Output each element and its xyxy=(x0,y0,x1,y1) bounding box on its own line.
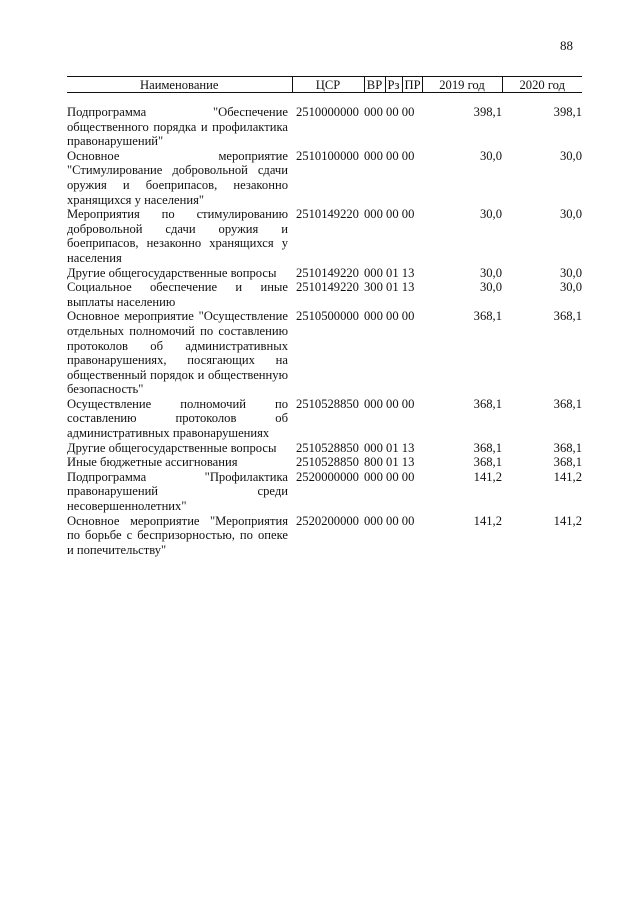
row-2020: 30,0 xyxy=(559,280,582,295)
row-csr: 2510528850 xyxy=(296,396,359,411)
row-csr: 2520200000 xyxy=(296,513,359,528)
row-2019: 30,0 xyxy=(479,280,502,295)
row-code: 000 00 00 xyxy=(364,105,415,119)
row-name: Подпрограмма "Профилактика правонарушений среди несовершеннолетних" xyxy=(67,469,288,514)
table-header-row xyxy=(67,77,582,93)
row-2020: 368,1 xyxy=(553,309,582,324)
table-row xyxy=(67,266,582,281)
row-name: Иные бюджетные ассигнования xyxy=(67,455,238,470)
row-2020: 368,1 xyxy=(553,396,582,411)
row-csr: 2510528850 xyxy=(296,455,359,470)
row-code: 000 00 00 xyxy=(364,513,415,528)
row-2020: 30,0 xyxy=(559,265,582,280)
row-2019: 30,0 xyxy=(479,265,502,280)
header-name: Наименование xyxy=(67,77,292,93)
row-2020: 141,2 xyxy=(553,513,582,528)
row-code: 000 00 00 xyxy=(364,396,415,411)
header-pr: ПР xyxy=(402,77,422,93)
row-name: Основное мероприятие "Осуществление отдельных полномочий по составлению протоколов об административных правонарушениях, посягающих на общественный порядок и общественную безопасность" xyxy=(67,309,288,397)
row-2020: 141,2 xyxy=(553,469,582,484)
header-2019: 2019 год xyxy=(422,77,502,93)
header-vr: ВР xyxy=(364,77,385,93)
row-2019: 368,1 xyxy=(473,309,502,324)
row-2019: 30,0 xyxy=(479,207,502,222)
row-2020: 398,1 xyxy=(553,105,582,119)
table-row xyxy=(67,207,582,265)
row-name: Подпрограмма "Обеспечение общественного порядка и профилактика правонарушений" xyxy=(67,105,288,149)
row-2020: 30,0 xyxy=(559,148,582,163)
table-row xyxy=(67,470,582,514)
row-code: 000 00 00 xyxy=(364,309,415,324)
row-2019: 141,2 xyxy=(473,469,502,484)
table-row xyxy=(67,441,582,456)
table-row xyxy=(67,280,582,309)
row-csr: 2520000000 xyxy=(296,469,359,484)
row-2019: 398,1 xyxy=(473,105,502,119)
row-name: Социальное обеспечение и иные выплаты населению xyxy=(67,280,288,309)
row-csr: 2510100000 xyxy=(296,148,359,163)
row-code: 000 00 00 xyxy=(364,148,415,163)
table-row xyxy=(67,309,582,397)
row-code: 000 01 13 xyxy=(364,265,415,280)
budget-table xyxy=(67,76,582,557)
row-csr: 2510000000 xyxy=(296,105,359,119)
row-csr: 2510149220 xyxy=(296,265,359,280)
row-2020: 30,0 xyxy=(559,207,582,222)
row-name: Основное мероприятие "Стимулирование добровольной сдачи оружия и боеприпасов, незаконно хранящихся у населения" xyxy=(67,148,288,207)
row-csr: 2510500000 xyxy=(296,309,359,324)
row-2020: 368,1 xyxy=(553,440,582,455)
row-name: Другие общегосударственные вопросы xyxy=(67,265,277,280)
row-code: 300 01 13 xyxy=(364,280,415,295)
row-2019: 368,1 xyxy=(473,440,502,455)
row-code: 000 01 13 xyxy=(364,440,415,455)
page-number: 88 xyxy=(560,38,573,53)
row-csr: 2510149220 xyxy=(296,280,359,295)
header-2020: 2020 год xyxy=(502,77,582,93)
row-2019: 30,0 xyxy=(479,148,502,163)
row-code: 000 00 00 xyxy=(364,469,415,484)
row-name: Основное мероприятие "Мероприятия по борьбе с беспризорностью, по опеке и попечительству" xyxy=(67,513,288,557)
row-csr: 2510528850 xyxy=(296,440,359,455)
row-code: 000 00 00 xyxy=(364,207,415,222)
row-2020: 368,1 xyxy=(553,455,582,470)
table-row xyxy=(67,149,582,207)
row-2019: 368,1 xyxy=(473,455,502,470)
row-2019: 141,2 xyxy=(473,513,502,528)
row-name: Осуществление полномочий по составлению протоколов об административных правонарушениях xyxy=(67,396,288,441)
table-row xyxy=(67,455,582,470)
row-2019: 368,1 xyxy=(473,396,502,411)
header-rz: Рз xyxy=(385,77,402,93)
table-row xyxy=(67,514,582,558)
row-name: Мероприятия по стимулированию добровольной сдачи оружия и боеприпасов, незаконно хранящихся у населения xyxy=(67,207,288,265)
table-row xyxy=(67,105,582,149)
table-row xyxy=(67,397,582,441)
row-name: Другие общегосударственные вопросы xyxy=(67,440,277,455)
row-code: 800 01 13 xyxy=(364,455,415,470)
header-csr: ЦСР xyxy=(292,77,364,93)
row-csr: 2510149220 xyxy=(296,207,359,222)
